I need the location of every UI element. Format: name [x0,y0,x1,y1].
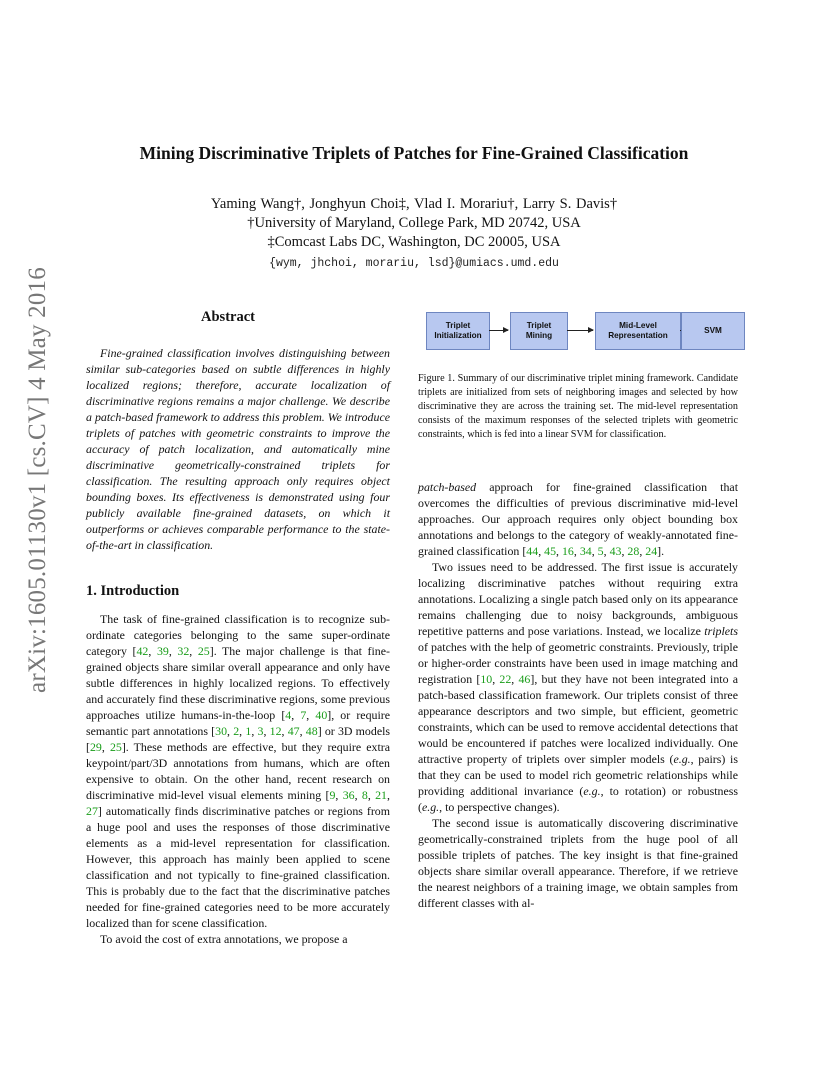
emphasis-text: e.g. [583,784,601,798]
figure-1-diagram [418,308,748,354]
figure-1-caption: Figure 1. Summary of our discriminative triplet mining framework. Candidate triplets are initialized from sets of neighboring images and selected by how discriminative they are across the training set. The mid-level representation consists of the maximum responses of the selected triplets with geometric constraints, which is fed into a linear SVM for classification. [418,373,738,441]
citation-link[interactable]: 7 [300,708,307,722]
citation-link[interactable]: 25 [197,644,210,658]
citation-link[interactable]: 29 [89,740,102,754]
citation-link[interactable]: 34 [579,544,592,558]
arxiv-identifier: arXiv:1605.01130v1 [cs.CV] 4 May 2016 [24,267,51,693]
citation-link[interactable]: 21 [375,788,387,802]
abstract-block [86,345,390,553]
citation-link[interactable]: 39 [156,644,169,658]
citation-link[interactable]: 3 [257,724,264,738]
abstract-heading: Abstract [201,309,255,325]
citation-link[interactable]: 46 [518,672,531,686]
box-mid-level-representation [595,312,681,350]
citation-link[interactable]: 47 [287,724,300,738]
citation-link[interactable]: 8 [361,788,368,802]
author-emails: {wym, jhchoi, morariu, lsd}@umiacs.umd.edu [269,257,559,270]
paper-title: Mining Discriminative Triplets of Patches for Fine-Grained Classification [139,143,689,163]
citation-link[interactable]: 9 [329,788,336,802]
citation-link[interactable]: 10 [480,672,493,686]
citation-link[interactable]: 45 [544,544,557,558]
box-triplet-initialization [426,312,490,350]
citation-link[interactable]: 24 [645,544,658,558]
emphasis-text: e.g. [421,800,440,814]
box-svm [681,312,745,350]
citation-link[interactable]: 30 [215,724,228,738]
introduction-paragraph-2: To avoid the cost of extra annotations, we propose a [100,932,348,946]
citation-link[interactable]: 25 [109,740,122,754]
arxiv-side-label [18,267,58,693]
citation-link[interactable]: 1 [245,724,252,738]
citation-link[interactable]: 36 [342,788,355,802]
right-paragraph-2: Two issues need to be addressed. The first issue is accurately localizing discriminative patches without requiring extra annotations. Localizing a single patch based only on its appearance remains challenging due to noisy backgrounds, ambiguous repetitive patterns and pose variations. Instead, we localize triplets of patches with the help of geometric constraints. Previously, triple or higher-order constraints have been used in image matching and registration [10, 22, 46], but they have not been integrated into a patch-based classification framework. Our triplets consist of three appearance descriptors and two simple, but efficient, geometric constraints, which can be used to remove accidental detections that would be encountered if patches were localized individually. One attractive property of triplets over simpler models (e.g., pairs) is that they can be used to model rich geometric relationships while providing additional invariance (e.g., to rotation) or robustness (e.g., to perspective changes). [418,560,739,814]
box-label: Triplet Mining [525,321,553,340]
figure-1-caption-block [418,362,738,452]
box-label: SVM [704,326,722,335]
citation-link[interactable]: 27 [86,804,98,818]
citation-link[interactable]: 12 [269,724,282,738]
affiliation-maryland: †University of Maryland, College Park, MD 20742, USA [247,215,581,231]
introduction-heading: 1. Introduction [86,583,180,599]
citation-link[interactable]: 43 [609,544,622,558]
citation-link[interactable]: 22 [499,672,512,686]
citation-link[interactable]: 5 [597,544,604,558]
right-paragraph-3: The second issue is automatically discovering discriminative geometrically-constrained triplets from the huge pool of all possible triplets of patches. The key insight is that fine-grained objects share similar overall appearance. Therefore, if we retrieve the nearest neighbors of a training image, we obtain samples from different classes with al- [418,816,738,910]
citation-link[interactable]: 48 [305,724,318,738]
box-label: Mid-Level Representation [608,321,668,340]
citation-link[interactable]: 44 [526,544,539,558]
box-triplet-mining [510,312,568,350]
arrow-icon [567,330,593,331]
arrow-icon [489,330,508,331]
introduction-body [86,611,390,947]
citation-link[interactable]: 4 [285,708,292,722]
author-list: Yaming Wang†, Jonghyun Choi‡, Vlad I. Morariu†, Larry S. Davis† [210,196,618,212]
affiliation-comcast: ‡Comcast Labs DC, Washington, DC 20005, USA [267,234,561,250]
citation-link[interactable]: 28 [627,544,640,558]
citation-link[interactable]: 16 [561,544,574,558]
abstract-text: Fine-grained classification involves distinguishing between similar sub-categories based on subtle differences in highly localized regions; therefore, accurate localization of discriminative regions remains a major challenge. We describe a patch-based framework to address this problem. We introduce triplets of patches with geometric constraints to improve the accuracy of patch localization, and automatically mine discriminative geometrically-constrained triplets for classification. The resulting approach only requires object bounding boxes. Its effectiveness is demonstrated using four publicly available fine-grained datasets, on which it outperforms or achieves comparable performance to the state-of-the-art in classification. [86,346,390,552]
right-column-body [418,479,738,911]
emphasis-text: e.g. [673,752,691,766]
box-label: Triplet Initialization [434,321,482,340]
citation-link[interactable]: 40 [315,708,328,722]
citation-link[interactable]: 32 [177,644,190,658]
citation-link[interactable]: 2 [233,724,240,738]
citation-link[interactable]: 42 [136,644,149,658]
emphasis-text: triplets [704,624,738,638]
introduction-paragraph-1: The task of fine-grained classification is to recognize sub-ordinate categories belonging to the same super-ordinate category [42, 39, 32, 25]. The major challenge is that fine-grained objects share similar overall appearance and only have subtle differences in highly localized regions. To effectively and accurately find these discriminative regions, some previous approaches utilize humans-in-the-loop [4, 7, 40], or require semantic part annotations [30, 2, 1, 3, 12, 47, 48] or 3D models [29, 25]. These methods are effective, but they require extra keypoint/part/3D annotations from humans, which are often expensive to obtain. On the other hand, recent research on discriminative mid-level visual elements mining [9, 36, 8, 21, 27] automatically finds discriminative patches or regions from a huge pool and uses the responses of those discriminative elements as a mid-level representation for classification. However, this approach has mainly been applied to scene classification and not typically to fine-grained classification. This is probably due to the fact that the discriminative patches needed for fine-grained categories need to be more accurately localized than for scene classification. [86,612,391,930]
right-paragraph-1: patch-based approach for fine-grained classification that overcomes the difficulties of previous discriminative mid-level approaches. Our approach requires only object bounding box annotations and belongs to the category of weakly-annotated fine-grained classification [44, 45, 16, 34, 5, 43, 28, 24]. [418,480,738,558]
emphasis-text: patch-based [418,480,477,494]
